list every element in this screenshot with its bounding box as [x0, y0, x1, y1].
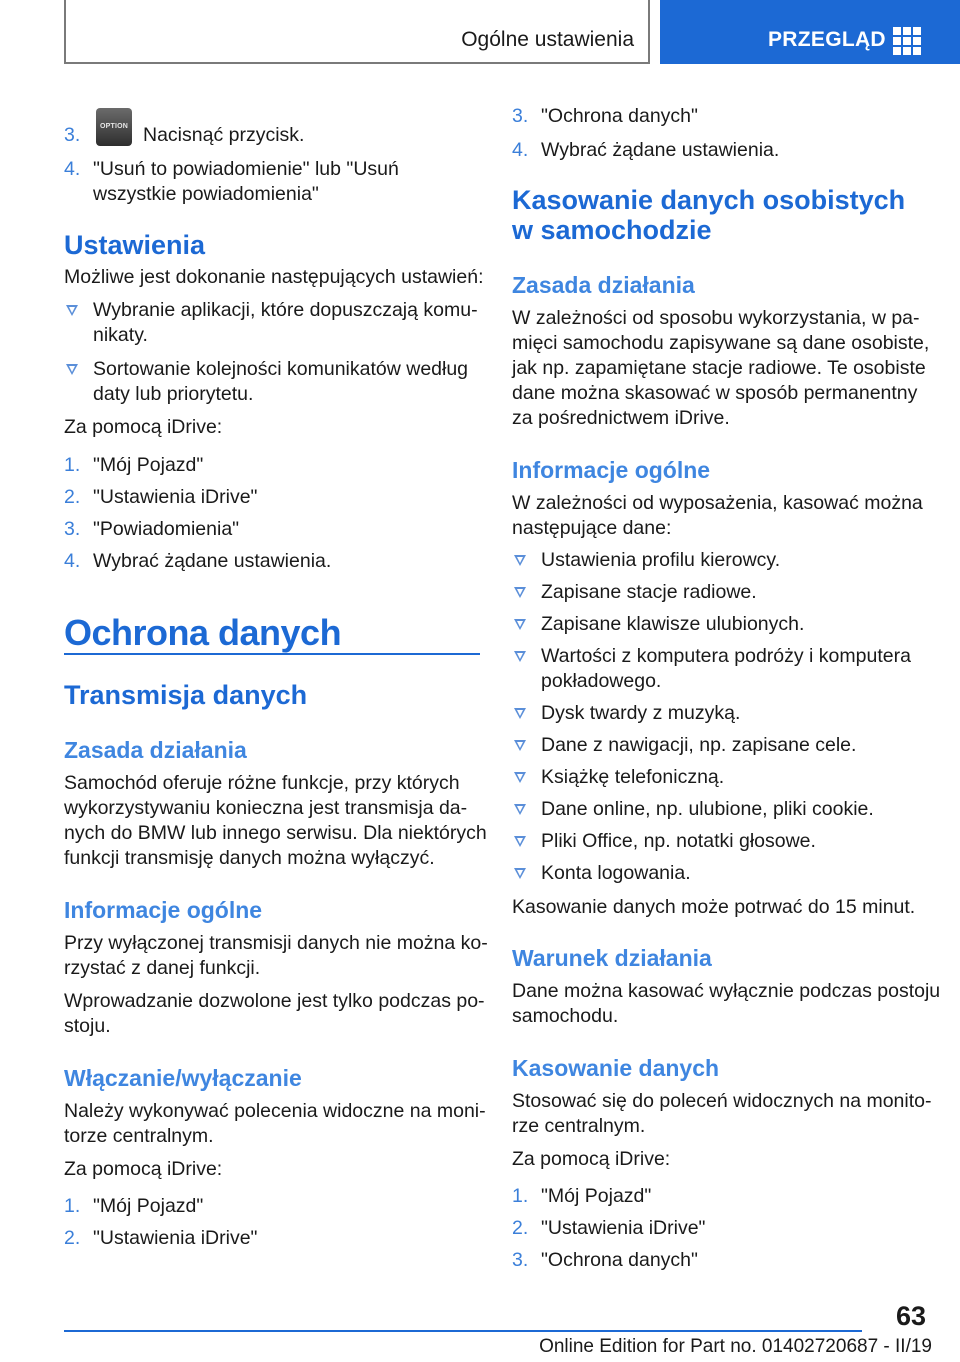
bullet-text: Ustawienia profilu kierowcy.	[541, 549, 781, 571]
step-text: Wybrać żądane ustawienia.	[93, 550, 332, 572]
paragraph-line: rzystać z danej funkcji.	[64, 957, 261, 979]
paragraph-line: dane można skasować w sposób permanentny	[512, 382, 918, 404]
paragraph-line: samochodu.	[512, 1005, 619, 1027]
paragraph-line: za pośrednictwem iDrive.	[512, 407, 730, 429]
footer-rule	[64, 1330, 862, 1332]
step-text: "Mój Pojazd"	[93, 454, 204, 476]
privacy-heading: Ochrona danych	[64, 612, 342, 653]
paragraph-line: nych do BMW lub innego serwisu. Dla niektórych	[64, 822, 487, 844]
paragraph-line: stoju.	[64, 1015, 111, 1037]
transmission-heading: Transmisja danych	[64, 680, 308, 710]
paragraph-line: jak np. zapamiętane stacje radiowe. Te osobiste	[512, 357, 926, 379]
bullet-icon	[514, 587, 526, 598]
step-number: 3.	[64, 124, 81, 146]
step-number: 3.	[512, 105, 529, 127]
bullet-text: Wybranie aplikacji, które dopuszczają komu-	[93, 299, 478, 321]
bullet-text-cont: nikaty.	[93, 324, 148, 346]
option-button-icon: OPTION	[96, 108, 132, 146]
paragraph-line: funkcji transmisję danych można wyłączyć.	[64, 847, 435, 869]
section-title: Ogólne ustawienia	[461, 28, 634, 51]
bullet-text: Dysk twardy z muzyką.	[541, 702, 741, 724]
bullet-icon	[514, 804, 526, 815]
deleting-heading: Kasowanie danych	[512, 1055, 720, 1081]
paragraph-line: W zależności od wyposażenia, kasować można	[512, 492, 923, 514]
bullet-text: Sortowanie kolejności komunikatów według	[93, 358, 469, 380]
paragraph-line: Należy wykonywać polecenia widoczne na moni-	[64, 1100, 486, 1122]
bullet-icon	[66, 364, 78, 375]
bullet-text: Dane z nawigacji, np. zapisane cele.	[541, 734, 857, 756]
paragraph-line: rze centralnym.	[512, 1115, 646, 1137]
step-text: "Mój Pojazd"	[541, 1185, 652, 1207]
step-number: 2.	[64, 486, 81, 508]
paragraph-line: wykorzystywaniu konieczna jest transmisja da-	[64, 797, 468, 819]
bullet-icon	[514, 740, 526, 751]
bullet-icon	[514, 619, 526, 630]
step-number: 3.	[64, 518, 81, 540]
step-text: "Ochrona danych"	[541, 1249, 698, 1271]
grid-menu-icon[interactable]	[893, 27, 921, 55]
paragraph-line: Przy wyłączonej transmisji danych nie można ko-	[64, 932, 488, 954]
bullet-text-cont: daty lub priorytetu.	[93, 383, 254, 405]
settings-heading: Ustawienia	[64, 230, 206, 260]
heading-rule	[64, 653, 480, 655]
principle-heading: Zasada działania	[512, 272, 695, 298]
step-number: 2.	[512, 1217, 529, 1239]
bullet-icon	[514, 555, 526, 566]
paragraph-line: torze centralnym.	[64, 1125, 214, 1147]
condition-heading: Warunek działania	[512, 945, 712, 971]
bullet-icon	[514, 836, 526, 847]
step-number: 3.	[512, 1249, 529, 1271]
step-number: 2.	[64, 1227, 81, 1249]
settings-intro: Możliwe jest dokonanie następujących ustawień:	[64, 266, 484, 288]
toggle-heading: Włączanie/wyłączanie	[64, 1065, 302, 1091]
bullet-text: Wartości z komputera podróży i komputera	[541, 645, 911, 667]
step-number: 1.	[64, 454, 81, 476]
step-text-cont: wszystkie powiadomienia"	[93, 183, 319, 205]
step-number: 1.	[64, 1195, 81, 1217]
step-text: "Mój Pojazd"	[93, 1195, 204, 1217]
general-heading: Informacje ogólne	[512, 457, 711, 483]
step-text: "Usuń to powiadomienie" lub "Usuń	[93, 158, 399, 180]
paragraph-line: Dane można kasować wyłącznie podczas postoju	[512, 980, 941, 1002]
paragraph-line: Wprowadzanie dozwolone jest tylko podczas po-	[64, 990, 485, 1012]
bullet-text: Zapisane stacje radiowe.	[541, 581, 757, 603]
step-number: 4.	[512, 139, 529, 161]
bullet-text-cont: pokładowego.	[541, 670, 662, 692]
paragraph-line: Samochód oferuje różne funkcje, przy których	[64, 772, 460, 794]
step-number: 4.	[64, 550, 81, 572]
step-text: "Ustawienia iDrive"	[93, 486, 258, 508]
via-idrive: Za pomocą iDrive:	[64, 1158, 223, 1180]
bullet-text: Pliki Office, np. notatki głosowe.	[541, 830, 816, 852]
step-number: 1.	[512, 1185, 529, 1207]
step-text: "Ochrona danych"	[541, 105, 698, 127]
step-text: Nacisnąć przycisk.	[143, 124, 305, 146]
delete-heading-cont: w samochodzie	[512, 215, 712, 245]
edition-text: Online Edition for Part no. 01402720687 - II/19	[539, 1336, 932, 1357]
duration-note: Kasowanie danych może potrwać do 15 minut.	[512, 896, 916, 918]
step-text: "Ustawienia iDrive"	[93, 1227, 258, 1249]
paragraph-line: mięci samochodu zapisywane są dane osobiste,	[512, 332, 930, 354]
bullet-text: Dane online, np. ulubione, pliki cookie.	[541, 798, 874, 820]
delete-heading: Kasowanie danych osobistych	[512, 185, 906, 215]
overview-button-label: PRZEGLĄD	[768, 28, 886, 51]
general-heading: Informacje ogólne	[64, 897, 263, 923]
step-text: "Ustawienia iDrive"	[541, 1217, 706, 1239]
via-idrive: Za pomocą iDrive:	[512, 1148, 671, 1170]
page-number: 63	[896, 1301, 927, 1331]
bullet-icon	[514, 651, 526, 662]
bullet-text: Konta logowania.	[541, 862, 691, 884]
via-idrive: Za pomocą iDrive:	[64, 416, 223, 438]
bullet-text: Książkę telefoniczną.	[541, 766, 725, 788]
bullet-text: Zapisane klawisze ulubionych.	[541, 613, 805, 635]
paragraph-line: W zależności od sposobu wykorzystania, w pa-	[512, 307, 920, 329]
step-number: 4.	[64, 158, 81, 180]
bullet-icon	[514, 868, 526, 879]
paragraph-line: następujące dane:	[512, 517, 672, 539]
principle-heading: Zasada działania	[64, 737, 247, 763]
section-tab	[64, 0, 650, 64]
bullet-icon	[514, 708, 526, 719]
bullet-icon	[514, 772, 526, 783]
paragraph-line: Stosować się do poleceń widocznych na monito-	[512, 1090, 932, 1112]
step-text: Wybrać żądane ustawienia.	[541, 139, 780, 161]
step-text: "Powiadomienia"	[93, 518, 240, 540]
bullet-icon	[66, 305, 78, 316]
